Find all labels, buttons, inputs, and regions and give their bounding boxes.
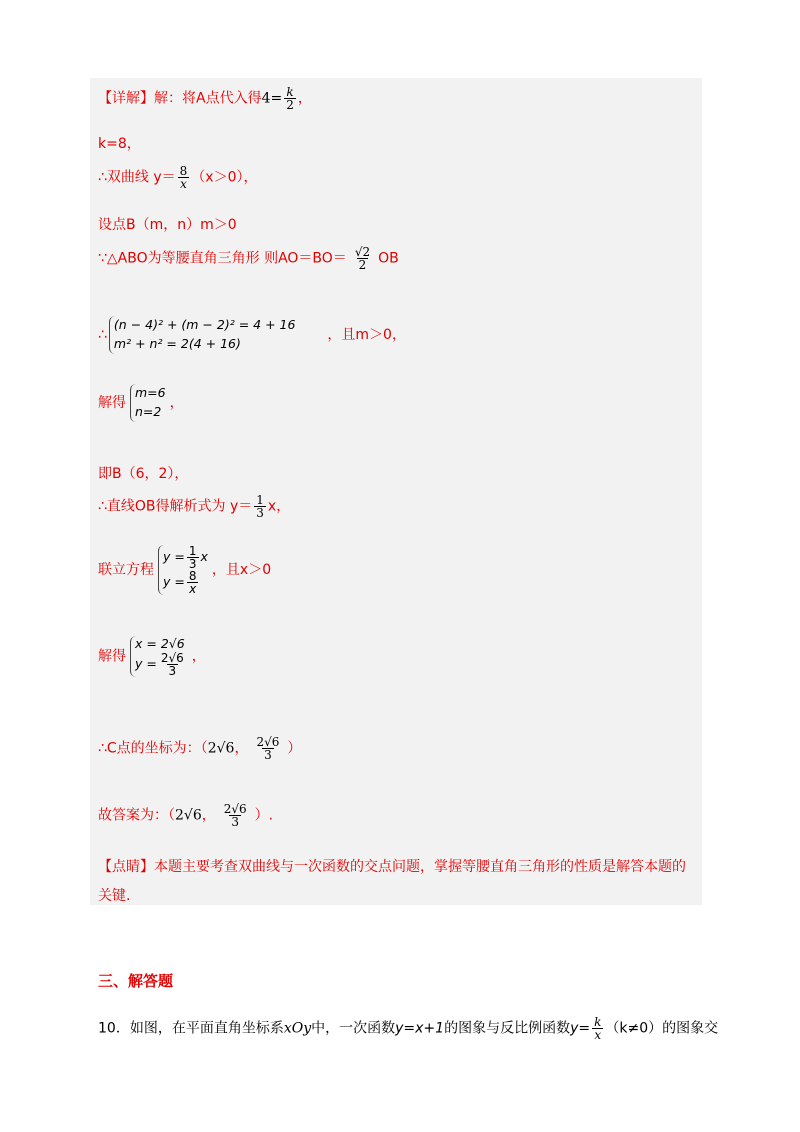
solution-panel [90, 78, 702, 905]
solution-line-1: 【详解】解：将A点代入得4= $\frac{k}{2}$ ， [98, 85, 312, 112]
solution-line-12: ∴C点的坐标为：（2√6， $\frac{2√6}{3}$ ） [98, 735, 302, 762]
solution-line-15: 关键. [98, 888, 131, 904]
solution-line-7: 解得 m=6 n=2 ， [98, 384, 184, 422]
solution-line-10: 联立方程 y = $\frac{1}{3}$ x y = $\frac{8}{x}$ ，且x＞0 [98, 544, 272, 596]
solution-line-11: 解得 x = 2√6 y = $\frac{2√6}{3}$ ， [98, 636, 206, 679]
section-title: 三、解答题 [98, 972, 174, 990]
solution-line-14: 【点睛】本题主要考查双曲线与一次函数的交点问题，掌握等腰直角三角形的性质是解答本题的 [98, 859, 686, 875]
solution-line-2: k=8， [98, 136, 141, 152]
solution-line-13: 故答案为：（2√6， $\frac{2√6}{3}$ ）. [98, 802, 274, 829]
solution-line-9: ∴直线OB得解析式为 y＝ $\frac{1}{3}$ x， [98, 493, 291, 520]
solution-line-3: ∴双曲线 y＝ $\frac{8}{x}$ （x＞0）， [98, 164, 258, 191]
solution-line-8: 即B（6，2）， [98, 466, 189, 482]
question-10: 10．如图，在平面直角坐标系xOy中，一次函数y=x+1的图象与反比例函数y= $\frac{k}{x}$ （k≠0）的图象交 [98, 1015, 719, 1042]
solution-line-6: ∴ (n − 4)² + (m − 2)² = 4 + 16 m² + n² = 2(4 + 16) ，且m＞0， [98, 316, 406, 354]
solution-line-4: 设点B（m，n）m＞0 [98, 217, 237, 233]
solution-line-5: ∵△ABO为等腰直角三角形 则AO＝BO＝ $\frac{√2}{2}$ OB [98, 245, 399, 272]
